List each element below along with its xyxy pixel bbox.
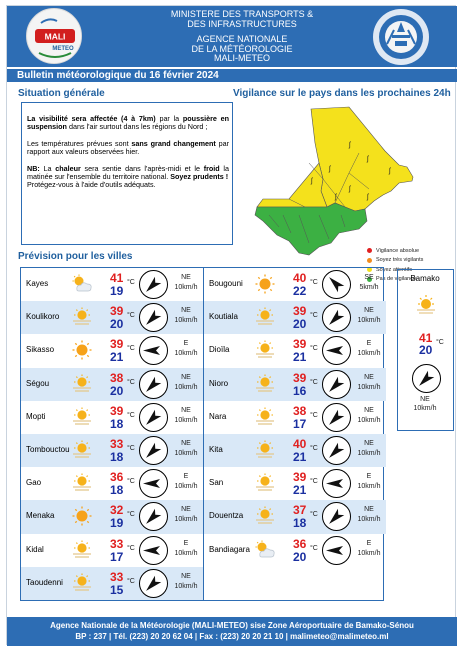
city-name: Sikasso	[26, 345, 55, 355]
wind-speed: 10km/h	[357, 483, 381, 491]
temperature-unit: °C	[310, 345, 318, 353]
wind-speed: 10km/h	[174, 350, 198, 358]
svg-text:ʃ: ʃ	[367, 194, 369, 201]
wind-direction: NE	[181, 572, 191, 580]
city-forecast-row	[204, 434, 386, 467]
agency-name: AGENCE NATIONALE DE LA MÉTÉOROLOGIE MALI-METEO	[191, 34, 293, 63]
max-temperature: 40	[293, 436, 307, 451]
wind-direction: NE	[364, 439, 374, 447]
temperature-unit: °C	[127, 345, 135, 353]
temperature-unit: °C	[436, 339, 444, 346]
min-temperature: 21	[293, 350, 307, 365]
partly-cloudy-icon	[254, 540, 276, 560]
wind-speed: 10km/h	[174, 449, 198, 457]
max-temperature: 39	[110, 337, 124, 352]
max-temperature: 33	[110, 569, 124, 584]
temperature-unit: °C	[310, 279, 318, 286]
wind-speed: 10km/h	[413, 405, 437, 412]
sun-haze-icon	[414, 294, 438, 316]
wind-direction: NE	[181, 373, 191, 381]
temperature-unit: °C	[127, 444, 135, 452]
city-name: Bamako	[410, 274, 440, 283]
svg-text:MALI: MALI	[44, 31, 66, 42]
footer-contacts: BP : 237 | Tél. (223) 20 20 62 04 | Fax : (223) 20 20 21 10 | malimeteo@malimeteo.ml	[75, 632, 389, 641]
city-forecast-row	[21, 567, 203, 600]
legend-label: Vigilance absolue	[376, 247, 420, 254]
sun-haze-icon	[254, 506, 276, 526]
svg-text:METEO: METEO	[52, 46, 74, 52]
wind-speed: 10km/h	[357, 549, 381, 557]
max-temperature: 33	[110, 436, 124, 451]
min-temperature: 21	[293, 483, 307, 498]
general-situation-box	[21, 102, 233, 245]
mali-meteo-logo	[26, 8, 82, 64]
city-forecast-row	[204, 500, 386, 533]
wind-speed: 10km/h	[174, 383, 198, 391]
forecast-column-right	[203, 268, 385, 600]
wind-speed: 10km/h	[357, 350, 381, 358]
wind-compass-icon	[139, 336, 168, 365]
wind-compass-icon	[322, 303, 351, 332]
wind-direction: NE	[181, 274, 191, 281]
wind-direction: NE	[364, 373, 374, 381]
svg-text:ʃ: ʃ	[329, 166, 331, 173]
wind-compass-icon	[322, 502, 351, 531]
wind-speed: 10km/h	[174, 317, 198, 325]
wind-speed: 10km/h	[357, 416, 381, 424]
max-temperature: 36	[293, 536, 307, 551]
wind-direction: NE	[181, 307, 191, 315]
max-temperature: 41	[110, 271, 124, 285]
visibility-paragraph: La visibilité sera affectée (4 à 7km) par la poussière en suspension dans l'air surtout dans les régions du Nord ;	[27, 114, 229, 132]
wind-compass-icon	[139, 469, 168, 498]
sun-haze-icon	[254, 374, 276, 394]
sunny-icon	[71, 340, 93, 360]
city-name: Tombouctou	[26, 444, 70, 454]
city-forecast-row	[21, 368, 203, 401]
city-forecast-row	[204, 268, 386, 301]
wind-direction: SE	[364, 274, 374, 281]
sun-haze-icon	[71, 307, 93, 327]
partly-cloudy-icon	[71, 274, 93, 294]
svg-text:ʃ: ʃ	[367, 156, 369, 163]
city-name: Menaka	[26, 511, 55, 521]
min-temperature: 15	[110, 582, 124, 597]
legend-item	[367, 256, 423, 266]
wind-speed: 10km/h	[357, 383, 381, 391]
wind-direction: E	[183, 539, 189, 547]
sun-haze-icon	[254, 407, 276, 427]
city-name: Koutiala	[209, 312, 238, 322]
wind-speed: 10km/h	[357, 449, 381, 457]
wind-compass-icon	[139, 569, 168, 598]
general-situation-title: Situation générale	[18, 88, 105, 99]
svg-text:ʃ: ʃ	[389, 168, 391, 175]
legend-dot-red	[367, 248, 372, 253]
min-temperature: 17	[110, 549, 124, 564]
temperature-unit: °C	[310, 544, 318, 552]
legend-label: Soyez attentifs	[376, 266, 413, 273]
city-name: Taoudenni	[26, 577, 63, 587]
wind-compass-icon	[139, 370, 168, 399]
wind-speed: 10km/h	[174, 483, 198, 491]
wind-compass-icon	[322, 403, 351, 432]
temperature-unit: °C	[127, 312, 135, 320]
temperature-unit: °C	[310, 444, 318, 452]
max-temperature: 39	[110, 304, 124, 319]
nb-paragraph: NB: La chaleur sera sentie dans l'après-midi et le froid la matinée sur l'ensemble du territoire national. Soyez prudents ! Protégez-vous à l'aide d'outils adéquats.	[27, 163, 229, 190]
min-temperature: 20	[293, 317, 307, 332]
wind-direction: E	[183, 340, 189, 348]
max-temperature: 36	[110, 470, 124, 485]
city-forecast-row	[204, 401, 386, 434]
wind-speed: 10km/h	[174, 549, 198, 557]
wind-direction: E	[366, 539, 372, 547]
footer-address: Agence Nationale de la Météorologie (MALI-METEO) sise Zone Aéroportuaire de Bamako-Sénou	[50, 621, 414, 630]
wind-direction: E	[366, 473, 372, 481]
temperature-unit: °C	[127, 511, 135, 519]
legend-label: Soyez très vigilants	[376, 257, 424, 264]
city-name: Gao	[26, 478, 42, 488]
min-temperature: 20	[293, 549, 307, 564]
wind-direction: NE	[364, 506, 374, 514]
city-name: San	[209, 478, 224, 488]
city-forecast-table	[20, 267, 384, 601]
sun-haze-icon	[71, 440, 93, 460]
wind-speed: 10km/h	[174, 516, 198, 524]
city-forecast-row	[21, 467, 203, 500]
wind-direction: NE	[181, 506, 191, 514]
city-name: Kita	[209, 444, 223, 454]
wind-compass-icon	[322, 370, 351, 399]
sun-haze-icon	[71, 540, 93, 560]
city-forecast-row	[204, 301, 386, 334]
min-temperature: 19	[110, 284, 124, 298]
city-name: Bougouni	[209, 279, 243, 288]
min-temperature: 19	[110, 516, 124, 531]
wind-compass-icon	[322, 536, 351, 565]
city-forecast-row	[204, 467, 386, 500]
city-name: Douentza	[209, 511, 244, 521]
min-temperature: 18	[110, 483, 124, 498]
city-forecast-row	[204, 334, 386, 367]
wind-compass-icon	[139, 436, 168, 465]
wind-speed: 5km/h	[359, 284, 379, 291]
region-north	[311, 107, 413, 211]
city-forecast-row	[21, 301, 203, 334]
wind-direction: NE	[420, 396, 430, 403]
wind-compass-icon	[322, 336, 351, 365]
temperature-unit: °C	[127, 411, 135, 419]
max-temperature: 32	[110, 503, 124, 518]
sun-haze-icon	[71, 374, 93, 394]
temperature-paragraph: Les températures prévues sont sans grand changement par rapport aux valeurs observées hier.	[27, 138, 230, 157]
max-temperature: 39	[293, 337, 307, 352]
city-forecast-row	[21, 401, 203, 434]
temperature-unit: °C	[127, 378, 135, 386]
wind-direction: NE	[181, 406, 191, 414]
max-temperature: 39	[293, 470, 307, 485]
svg-text:ʃ: ʃ	[311, 178, 313, 185]
wind-direction: NE	[364, 307, 374, 315]
max-temperature: 38	[110, 370, 124, 385]
wind-compass-icon	[139, 502, 168, 531]
legend-label: Pas de vigilance	[376, 276, 417, 283]
svg-text:ʃ: ʃ	[349, 142, 351, 149]
min-temperature: 21	[293, 449, 307, 464]
temperature-unit: °C	[127, 478, 135, 486]
city-name: Kidal	[26, 544, 44, 554]
sunny-icon	[71, 506, 93, 526]
min-temperature: 20	[110, 317, 124, 332]
wind-speed: 10km/h	[174, 416, 198, 424]
republic-seal	[372, 8, 430, 66]
wind-compass-icon	[412, 364, 441, 393]
city-forecast-row	[21, 500, 203, 533]
sun-haze-icon	[71, 407, 93, 427]
wind-compass-icon	[139, 536, 168, 565]
wind-speed: 10km/h	[174, 582, 198, 590]
min-temperature: 16	[293, 383, 307, 398]
min-temperature: 18	[293, 516, 307, 531]
legend-dot-orange	[367, 258, 372, 263]
temperature-unit: °C	[310, 478, 318, 486]
min-temperature: 18	[110, 449, 124, 464]
sun-haze-icon	[254, 473, 276, 493]
max-temperature: 38	[293, 403, 307, 418]
min-temperature: 20	[110, 383, 124, 398]
bulletin-title: Bulletin météorologique du 16 février 2024	[7, 69, 457, 82]
sun-haze-icon	[71, 473, 93, 493]
city-name: Dioïla	[209, 345, 230, 355]
city-name: Nioro	[209, 378, 229, 388]
min-temperature: 20	[419, 343, 433, 357]
temperature-unit: °C	[310, 378, 318, 386]
temperature-unit: °C	[127, 577, 135, 585]
vigilance-title: Vigilance sur le pays dans les prochaines 24h	[233, 88, 451, 99]
city-forecast-row	[21, 534, 203, 567]
svg-text:ʃ: ʃ	[335, 194, 337, 201]
temperature-unit: °C	[310, 312, 318, 320]
temperature-unit: °C	[310, 511, 318, 519]
temperature-unit: °C	[127, 544, 135, 552]
sun-haze-icon	[254, 307, 276, 327]
wind-direction: NE	[181, 439, 191, 447]
wind-compass-icon	[322, 469, 351, 498]
city-forecast-row	[204, 368, 386, 401]
wind-compass-icon	[322, 436, 351, 465]
max-temperature: 40	[293, 271, 307, 285]
header-banner	[7, 6, 457, 67]
wind-compass-icon	[139, 403, 168, 432]
min-temperature: 22	[293, 284, 307, 298]
wind-direction: E	[366, 340, 372, 348]
max-temperature: 39	[293, 370, 307, 385]
max-temperature: 37	[293, 503, 307, 518]
city-name: Koulikoro	[26, 312, 60, 322]
max-temperature: 41	[419, 331, 433, 345]
wind-speed: 10km/h	[174, 284, 198, 291]
sunny-icon	[254, 274, 276, 294]
legend-item	[367, 246, 423, 256]
wind-speed: 10km/h	[357, 516, 381, 524]
min-temperature: 18	[110, 416, 124, 431]
city-name: Mopti	[26, 411, 46, 421]
max-temperature: 39	[110, 403, 124, 418]
ministry-name: MINISTERE DES TRANSPORTS & DES INFRASTRUCTURES	[170, 9, 314, 29]
region-south	[255, 203, 367, 255]
city-name: Nara	[209, 411, 227, 421]
city-forecast-row	[21, 334, 203, 367]
wind-compass-icon	[322, 270, 351, 299]
wind-direction: E	[183, 473, 189, 481]
city-name: Ségou	[26, 378, 50, 388]
sun-haze-icon	[71, 573, 93, 593]
wind-compass-icon	[139, 270, 168, 299]
max-temperature: 33	[110, 536, 124, 551]
city-forecast-row	[21, 268, 203, 301]
svg-text:ʃ: ʃ	[349, 186, 351, 193]
wind-compass-icon	[139, 303, 168, 332]
city-forecast-row	[204, 534, 386, 567]
temperature-unit: °C	[127, 279, 135, 286]
sun-haze-icon	[254, 440, 276, 460]
bulletin-page	[6, 5, 456, 645]
min-temperature: 17	[293, 416, 307, 431]
bamako-forecast-box	[397, 269, 454, 431]
city-name: Bandiagara	[209, 544, 250, 554]
wind-speed: 10km/h	[357, 317, 381, 325]
vigilance-map	[249, 103, 453, 263]
forecast-title: Prévision pour les villes	[18, 251, 133, 262]
city-forecast-row	[21, 434, 203, 467]
forecast-column-left	[21, 268, 203, 600]
min-temperature: 21	[110, 350, 124, 365]
temperature-unit: °C	[310, 411, 318, 419]
wind-direction: NE	[364, 406, 374, 414]
sun-haze-icon	[254, 340, 276, 360]
max-temperature: 39	[293, 304, 307, 319]
city-name: Kayes	[26, 279, 49, 288]
footer-banner	[7, 617, 457, 646]
